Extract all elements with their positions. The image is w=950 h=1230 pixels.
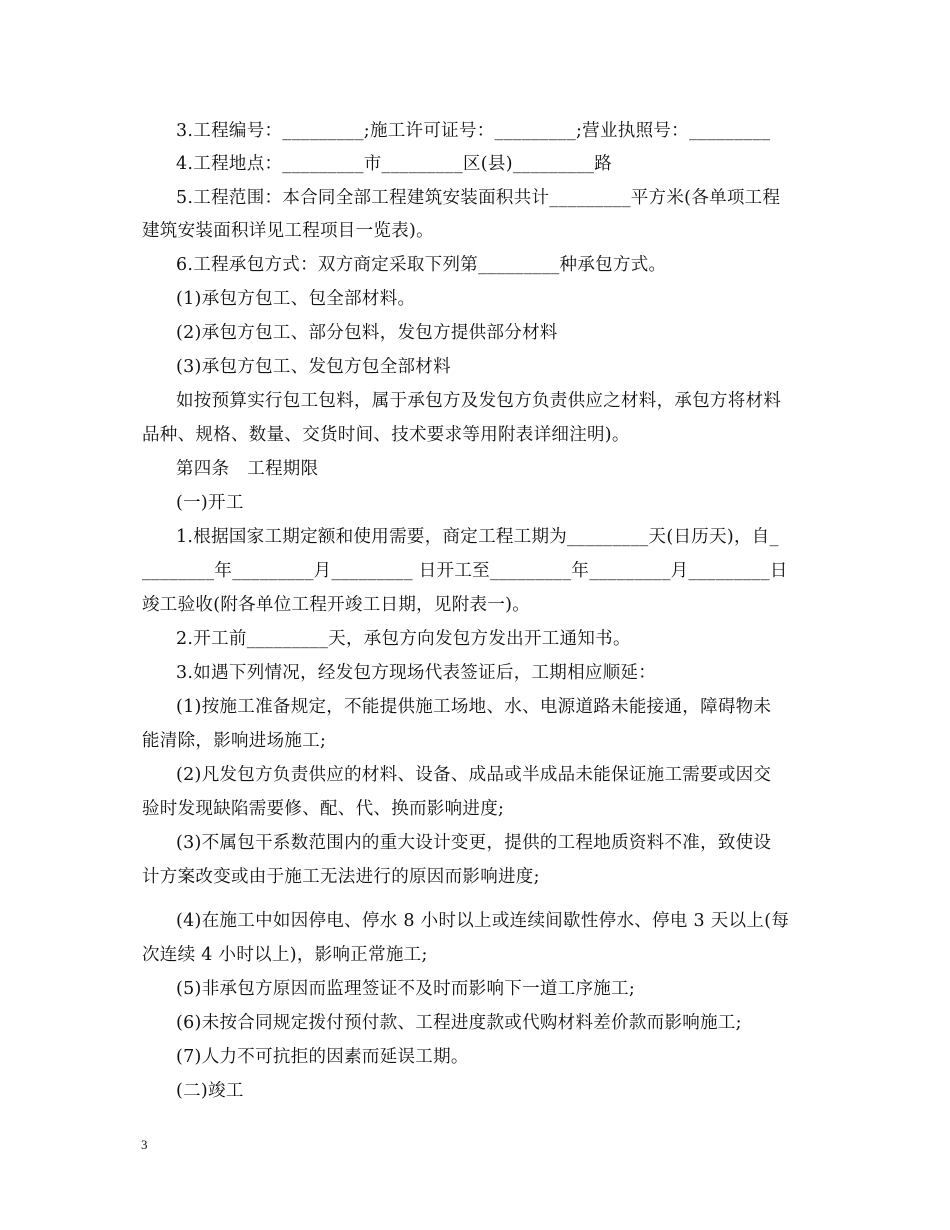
- clause-project-number: 3.工程编号：_________;施工许可证号：_________;营业执照号：_________: [176, 121, 771, 141]
- mode-option-1: (1)承包方包工、包全部材料。: [176, 289, 416, 309]
- extension-item-7: (7)人力不可抗拒的因素而延误工期。: [176, 1047, 469, 1067]
- material-note: 如按预算实行包工包料，属于承包方及发包方负责供应之材料，承包方将材料: [176, 391, 782, 411]
- article-four-heading: 第四条 工程期限: [176, 459, 319, 479]
- clause-contract-mode: 6.工程承包方式：双方商定采取下列第_________种承包方式。: [176, 255, 667, 275]
- mode-option-2: (2)承包方包工、部分包料，发包方提供部分材料: [176, 323, 558, 343]
- extension-item-4: (4)在施工中如因停电、停水 8 小时以上或连续间歇性停水、停电 3 天以上(每: [176, 911, 790, 931]
- clause-project-scope-cont: 建筑安装面积详见工程项目一览表)。: [142, 221, 434, 241]
- clause-project-scope: 5.工程范围：本合同全部工程建筑安装面积共计_________平方米(各单项工程: [176, 188, 781, 208]
- section-completion-heading: (二)竣工: [176, 1081, 244, 1101]
- extension-item-2: (2)凡发包方负责供应的材料、设备、成品或半成品未能保证施工需要或因交: [176, 765, 772, 785]
- extension-item-1: (1)按施工准备规定，不能提供施工场地、水、电源道路未能接通，障碍物未: [176, 697, 772, 717]
- extension-item-4-cont: 次连续 4 小时以上)，影响正常施工;: [142, 945, 428, 965]
- clause-duration: 1.根据国家工期定额和使用需要，商定工程工期为_________天(日历天)，自_: [176, 527, 779, 547]
- extension-item-3: (3)不属包干系数范围内的重大设计变更，提供的工程地质资料不准，致使设: [176, 833, 772, 853]
- clause-duration-cont: 竣工验收(附各单位工程开竣工日期，见附表一)。: [142, 595, 531, 615]
- extension-item-6: (6)未按合同规定拨付预付款、工程进度款或代购材料差价款而影响施工;: [176, 1013, 742, 1033]
- extension-item-2-cont: 验时发现缺陷需要修、配、代、换而影响进度;: [142, 799, 505, 819]
- section-start-heading: (一)开工: [176, 493, 244, 513]
- clause-extension: 3.如遇下列情况，经发包方现场代表签证后，工期相应顺延：: [176, 663, 657, 683]
- clause-project-location: 4.工程地点：_________市_________区(县)_________路: [176, 154, 613, 174]
- material-note-cont: 品种、规格、数量、交货时间、技术要求等用附表详细注明)。: [142, 425, 630, 445]
- clause-duration-dates: ________年_________月_________ 日开工至_________年_________月_________日: [142, 561, 788, 581]
- mode-option-3: (3)承包方包工、发包方包全部材料: [176, 357, 451, 377]
- extension-item-3-cont: 计方案改变或由于施工无法进行的原因而影响进度;: [142, 867, 540, 887]
- extension-item-5: (5)非承包方原因而监理签证不及时而影响下一道工序施工;: [176, 979, 636, 999]
- extension-item-1-cont: 能清除，影响进场施工;: [142, 731, 327, 751]
- clause-start-notice: 2.开工前_________天，承包方向发包方发出开工通知书。: [176, 629, 631, 649]
- page-number: 3: [141, 1137, 148, 1152]
